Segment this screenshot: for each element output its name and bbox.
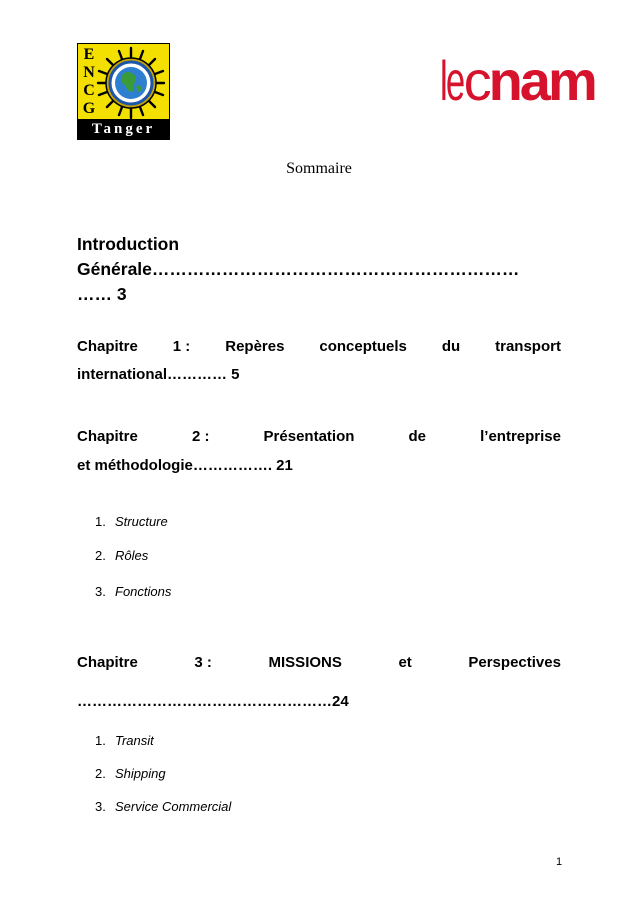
toc-ch1-word: du (441, 338, 461, 355)
list-item-label: Structure (115, 514, 168, 529)
list-item (95, 766, 166, 781)
toc-ch3-word: Chapitre (77, 654, 138, 671)
list-item-number: 3. (95, 584, 106, 599)
toc-ch3-word: 3 : (194, 654, 212, 671)
encg-letter-n: N (83, 64, 95, 81)
toc-chapitre1-page: international………… 5 (77, 366, 240, 383)
toc-ch1-word: conceptuels (319, 338, 407, 355)
list-item-label: Shipping (115, 766, 166, 781)
toc-ch1-word: Chapitre (77, 338, 138, 355)
encg-letters (82, 46, 96, 118)
toc-chapitre3-heading (77, 654, 561, 671)
list-item-label: Service Commercial (115, 799, 232, 814)
list-item-number: 1. (95, 733, 106, 748)
list-item (95, 584, 171, 599)
toc-chapitre1-heading (77, 338, 561, 355)
list-item-number: 2. (95, 548, 106, 563)
toc-ch2-word: de (408, 428, 427, 445)
ship-wheel-globe-icon (96, 46, 166, 120)
encg-tanger-logo (77, 43, 170, 140)
encg-letter-c: C (83, 82, 95, 99)
lecnam-c: c (463, 49, 489, 112)
toc-ch3-word: et (398, 654, 412, 671)
list-item-number: 3. (95, 799, 106, 814)
list-item-label: Transit (115, 733, 154, 748)
toc-ch3-word: Perspectives (468, 654, 561, 671)
toc-introduction-line2: Générale……………………………………………………… (77, 259, 520, 279)
toc-ch2-word: 2 : (191, 428, 210, 445)
toc-chapitre2-page: et méthodologie……………. 21 (77, 457, 293, 474)
toc-introduction-line3: …… 3 (77, 284, 127, 304)
list-item-number: 2. (95, 766, 106, 781)
lecnam-logo (440, 48, 595, 114)
list-item (95, 548, 148, 563)
encg-letter-g: G (82, 100, 96, 117)
toc-ch1-word: transport (495, 338, 561, 355)
encg-tanger-band: Tanger (78, 119, 169, 139)
list-item (95, 514, 168, 529)
toc-ch1-word: Repères (225, 338, 285, 355)
list-item (95, 799, 231, 814)
toc-ch1-word: 1 : (172, 338, 191, 355)
list-item (95, 733, 154, 748)
toc-chapitre2-heading (77, 428, 561, 445)
toc-ch2-word: l’entreprise (480, 428, 561, 445)
page-title: Sommaire (286, 160, 352, 177)
list-item-number: 1. (95, 514, 106, 529)
list-item-label: Rôles (115, 548, 149, 563)
lecnam-le: le (440, 49, 464, 112)
toc-ch2-word: Chapitre (77, 428, 138, 445)
lecnam-nam: nam (488, 49, 595, 112)
toc-introduction-line1: Introduction (77, 234, 180, 254)
toc-entry-introduction (77, 232, 557, 307)
page-number: 1 (556, 856, 563, 868)
toc-chapitre3-page: ……………………………………………24 (77, 693, 349, 710)
encg-letter-e: E (83, 46, 95, 63)
toc-ch2-word: Présentation (263, 428, 355, 445)
toc-ch3-word: MISSIONS (268, 654, 342, 671)
list-item-label: Fonctions (115, 584, 172, 599)
